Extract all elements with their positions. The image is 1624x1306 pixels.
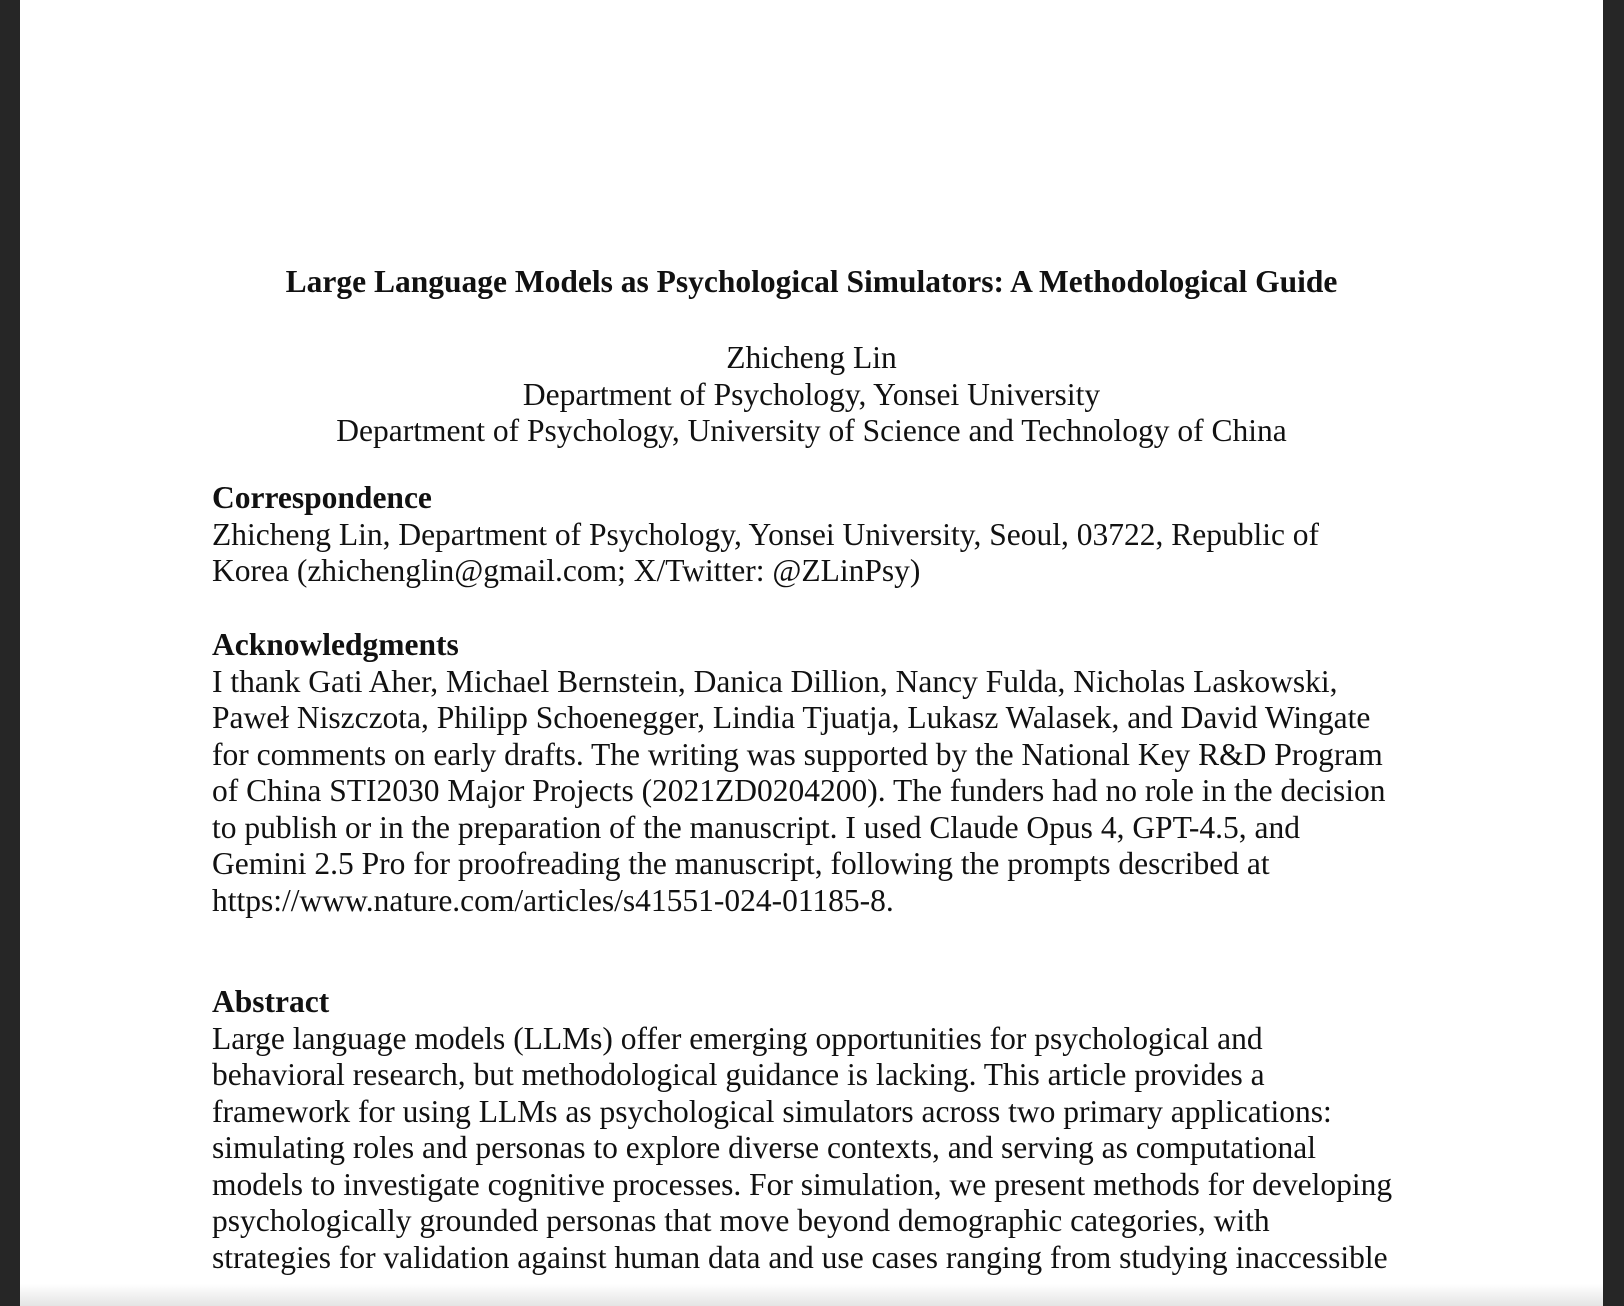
- abstract-line: strategies for validation against human data and use cases ranging from studying inaccessible: [212, 1239, 1388, 1275]
- abstract-line: framework for using LLMs as psychological simulators across two primary applications:: [212, 1093, 1332, 1129]
- abstract-heading: Abstract: [212, 984, 330, 1019]
- viewer-left-edge: [0, 0, 20, 1306]
- abstract-line: models to investigate cognitive processes. For simulation, we present methods for developing: [212, 1166, 1393, 1202]
- acknowledgments-line: to publish or in the preparation of the manuscript. I used Claude Opus 4, GPT-4.5, and: [212, 809, 1301, 845]
- acknowledgments-line: for comments on early drafts. The writing was supported by the National Key R&D Program: [212, 736, 1383, 772]
- abstract-line: Large language models (LLMs) offer emerging opportunities for psychological and: [212, 1020, 1263, 1056]
- affiliation: Department of Psychology, Yonsei University: [522, 376, 1101, 412]
- acknowledgments-line: of China STI2030 Major Projects (2021ZD0204200). The funders had no role in the decision: [212, 773, 1386, 808]
- page-bottom-shadow: [20, 1284, 1603, 1306]
- author-block: [20, 340, 1603, 450]
- affiliation: Department of Psychology, University of Science and Technology of China: [336, 413, 1287, 448]
- correspondence-line: Zhicheng Lin, Department of Psychology, Yonsei University, Seoul, 03722, Republic of: [212, 516, 1320, 552]
- abstract-section: [212, 984, 1442, 1276]
- acknowledgments-line: Gemini 2.5 Pro for proofreading the manuscript, following the prompts described at: [212, 846, 1270, 881]
- paper-title: Large Language Models as Psychological Simulators: A Methodological Guide: [285, 264, 1338, 299]
- abstract-line: behavioral research, but methodological guidance is lacking. This article provides a: [212, 1057, 1265, 1092]
- pdf-page: [20, 0, 1603, 1306]
- correspondence-heading: Correspondence: [212, 480, 432, 515]
- correspondence-line: Korea (zhichenglin@gmail.com; X/Twitter: @ZLinPsy): [212, 553, 921, 588]
- viewer-right-edge: [1603, 0, 1624, 1306]
- acknowledgments-line: Paweł Niszczota, Philipp Schoenegger, Lindia Tjuatja, Lukasz Walasek, and David Wingate: [212, 700, 1371, 735]
- abstract-line: simulating roles and personas to explore diverse contexts, and serving as computational: [212, 1130, 1316, 1165]
- acknowledgments-heading: Acknowledgments: [212, 627, 459, 662]
- correspondence-section: [212, 480, 1442, 590]
- acknowledgments-line: I thank Gati Aher, Michael Bernstein, Danica Dillion, Nancy Fulda, Nicholas Laskowski,: [212, 663, 1338, 699]
- acknowledgments-section: [212, 627, 1442, 919]
- acknowledgments-line: https://www.nature.com/articles/s41551-024-01185-8.: [212, 882, 894, 918]
- abstract-line: psychologically grounded personas that move beyond demographic categories, with: [212, 1203, 1270, 1238]
- author-name: Zhicheng Lin: [726, 340, 897, 375]
